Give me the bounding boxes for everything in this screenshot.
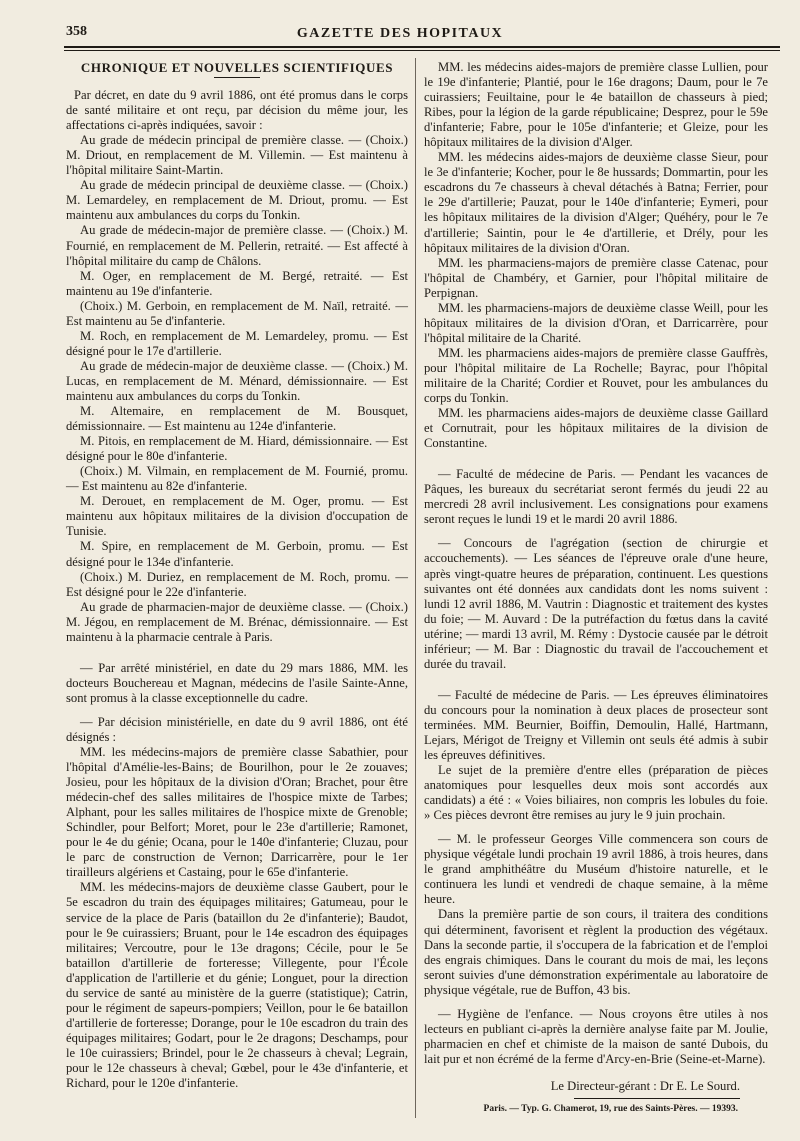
column-divider bbox=[415, 58, 416, 1118]
right-column bbox=[424, 60, 768, 1114]
paragraph: M. Spire, en remplacement de M. Gerboin, promu. — Est désigné pour le 134e d'infanterie. bbox=[66, 539, 408, 569]
paragraph: Par décret, en date du 9 avril 1886, ont été promus dans le corps de santé militaire et ont reçu, par décision du même jour, les affectations ci-après indiquées, savoir : bbox=[66, 88, 408, 133]
page-number: 358 bbox=[66, 24, 87, 39]
paragraph: (Choix.) M. Duriez, en remplacement de M. Roch, promu. — Est désigné pour le 22e d'infanterie. bbox=[66, 569, 408, 599]
paragraph: MM. les médecins-majors de deuxième classe Gaubert, pour le 5e escadron du train des équipages militaires; Gatumeau, pour le service de la place de Paris (bataillon du 2e d'infanterie); Baudot, pour le 9e cuirassiers; Bruant, pour le 14e escadron des équipages militaires; Vercoutre, pour le 13e dragons; Cécile, pour le 5e bataillon d'artillerie de forteresse; Villegente, pour l'École d'application de l'artillerie et du génie; Longuet, pour la direction du service de santé au ministère de la guerre (statistique); Catrin, pour le régiment de sapeurs-pompiers; Veillon, pour le 6e bataillon d'artillerie de forteresse; Dorange, pour le 10e escadron du train des équipages militaires; Godart, pour le 2e dragons; Deschamps, pour le 10e cuirassiers; Brindel, pour le 2e chasseurs à cheval; Legrain, pour le 12e chasseurs à cheval; Gœbel, pour le 43e d'infanterie, et Richard, pour le 120e d'infanterie. bbox=[66, 880, 408, 1091]
paragraph: Au grade de médecin principal de première classe. — (Choix.) M. Driout, en remplacement de M. Villemin. — Est maintenu à l'hôpital militaire Saint-Martin. bbox=[66, 133, 408, 178]
paragraph: — Par arrêté ministériel, en date du 29 mars 1886, MM. les docteurs Bouchereau et Magnan, médecins de l'asile Sainte-Anne, sont promus à la classe exceptionnelle du cadre. bbox=[66, 660, 408, 705]
paragraph: (Choix.) M. Vilmain, en remplacement de M. Fournié, promu. — Est maintenu au 82e d'infanterie. bbox=[66, 464, 408, 494]
paragraph: MM. les pharmaciens aides-majors de première classe Gauffrès, pour l'hôpital militaire de La Rochelle; Bayrac, pour l'hôpital militaire de la Charité; Cordier et Rouvet, pour les ambulances du corps du Tonkin. bbox=[424, 345, 768, 406]
paragraph: Au grade de médecin principal de deuxième classe. — (Choix.) M. Lemardeley, en remplacement de M. Driout, promu. — Est maintenu aux ambulances du corps du Tonkin. bbox=[66, 178, 408, 223]
paragraph: Au grade de médecin-major de deuxième classe. — (Choix.) M. Lucas, en remplacement de M. Ménard, démissionnaire. — Est maintenu aux ambulances du corps du Tonkin. bbox=[66, 358, 408, 403]
header-rule-thick bbox=[64, 46, 780, 48]
paragraph: (Choix.) M. Gerboin, en remplacement de M. Naïl, retraité. — Est maintenu au 5e d'infanterie. bbox=[66, 298, 408, 328]
paragraph: Dans la première partie de son cours, il traitera des conditions qui déterminent, favorisent et règlent la production des végétaux. Dans la seconde partie, il s'occupera de la fabrication et de l'emploi des engrais chimiques. Dans le courant du mois de mai, les leçons seront suivies d'une démonstration expérimentale au laboratoire de physique végétale, rue de Buffon, 43 bis. bbox=[424, 907, 768, 997]
paragraph: — Faculté de médecine de Paris. — Pendant les vacances de Pâques, les bureaux du secrétariat seront fermés du jeudi 22 au mercredi 28 avril inclusivement. Les consignations pour examens seront reçues le lundi 19 et le mardi 20 avril 1886. bbox=[424, 467, 768, 527]
paragraph: M. Derouet, en remplacement de M. Oger, promu. — Est maintenu aux hôpitaux militaires de la division d'occupation de Tunisie. bbox=[66, 494, 408, 539]
paragraph: — Hygiène de l'enfance. — Nous croyons être utiles à nos lecteurs en publiant ci-après la dernière analyse faite par M. Joulie, pharmacien en chef et chimiste de la maison de santé Dubois, du lait pur et non écrémé de la ferme d'Arcy-en-Brie (Seine-et-Marne). bbox=[424, 1006, 768, 1066]
running-head: GAZETTE DES HOPITAUX bbox=[296, 26, 504, 41]
section-title: CHRONIQUE ET NOUVELLES SCIENTIFIQUES bbox=[80, 60, 394, 75]
paragraph: M. Roch, en remplacement de M. Lemardeley, promu. — Est désigné pour le 17e d'artillerie. bbox=[66, 328, 408, 358]
signature-rule bbox=[574, 1098, 740, 1099]
printer-imprint: Paris. — Typ. G. Chamerot, 19, rue des Saints-Pères. — 19393. bbox=[483, 1104, 738, 1114]
paragraph: MM. les médecins aides-majors de première classe Lullien, pour le 19e d'infanterie; Plantié, pour le 16e dragons; Daum, pour le 7e cuirassiers; Feuiltaine, pour le 4e bataillon de chasseurs à pied; Ribes, pour la légion de la garde républicaine; Desprez, pour le 59e d'infanterie; Fabre, pour le 105e d'infanterie; et Gleize, pour les hôpitaux militaires de la division d'Alger. bbox=[424, 60, 768, 150]
paragraph: — Par décision ministérielle, en date du 9 avril 1886, ont été désignés : bbox=[66, 714, 408, 744]
paragraph: — M. le professeur Georges Ville commencera son cours de physique végétale lundi prochain 19 avril 1886, à trois heures, dans le grand amphithéâtre du Muséum d'histoire naturelle, et le continuera les lundi et vendredi de chaque semaine, à la même heure. bbox=[424, 832, 768, 907]
paragraph: Le sujet de la première d'entre elles (préparation de pièces anatomiques pour lesquelles deux mois sont accordés aux candidats) a été : « Voies biliaires, non compris les lobules du foie. » Ces pièces devront être remises au jury le 9 juin prochain. bbox=[424, 763, 768, 823]
paragraph: M. Pitois, en remplacement de M. Hiard, démissionnaire. — Est désigné pour le 80e d'infanterie. bbox=[66, 434, 408, 464]
paragraph: Au grade de médecin-major de première classe. — (Choix.) M. Fournié, en remplacement de M. Pellerin, retraité. — Est affecté à l'hôpital militaire du camp de Châlons. bbox=[66, 223, 408, 268]
paragraph: MM. les pharmaciens aides-majors de deuxième classe Gaillard et Cornutrait, pour les hôpitaux militaires de la division de Constantine. bbox=[424, 406, 768, 451]
paragraph: M. Oger, en remplacement de M. Bergé, retraité. — Est maintenu au 19e d'infanterie. bbox=[66, 268, 408, 298]
paragraph: — Faculté de médecine de Paris. — Les épreuves éliminatoires du concours pour la nomination à deux places de prosecteur sont terminées. MM. Beurnier, Boiffin, Demoulin, Hallé, Hartmann, Lejars, Mérigot de Treigny et Villemin ont seuls été admis à subir les épreuves définitives. bbox=[424, 687, 768, 763]
paragraph: Au grade de pharmacien-major de deuxième classe. — (Choix.) M. Jégou, en remplacement de M. Brénac, démissionnaire. — Est maintenu à la pharmacie centrale à Paris. bbox=[66, 599, 408, 644]
paragraph: M. Altemaire, en remplacement de M. Bousquet, démissionnaire. — Est maintenu au 124e d'infanterie. bbox=[66, 404, 408, 434]
title-rule bbox=[214, 77, 260, 78]
header-rule-thin bbox=[64, 50, 780, 51]
editor-signature: Le Directeur-gérant : Dr E. Le Sourd. bbox=[550, 1078, 740, 1093]
paragraph: MM. les pharmaciens-majors de deuxième classe Weill, pour les hôpitaux militaires de la division d'Oran, et Darricarrère, pour l'hôpital militaire de la Charité. bbox=[424, 300, 768, 345]
paragraph: MM. les médecins aides-majors de deuxième classe Sieur, pour le 3e d'infanterie; Kocher, pour le 8e hussards; Dommartin, pour les escadrons du 7e chasseurs à cheval détachés à Batna; Ferrier, pour le 29e d'artillerie; Pauzat, pour le 140e d'infanterie; Eymeri, pour les hôpitaux militaires de la division d'Alger; Quéhéry, pour le 7e d'artillerie; Saintin, pour le 4e d'artillerie, et Drély, pour les hôpitaux militaires de la division d'Oran. bbox=[424, 150, 768, 255]
left-column bbox=[66, 60, 408, 1105]
paragraph: — Concours de l'agrégation (section de chirurgie et accouchements). — Les séances de l'épreuve orale d'une heure, après vingt-quatre heures de préparation, continuent. Les questions suivantes ont été données aux candidats dont les noms suivent : lundi 12 avril 1886, M. Vautrin : Diagnostic et traitement des kystes du foie; — M. Auvard : De la putréfaction du fœtus dans la cavité utérine; — mardi 13 avril, M. Rémy : Dystocie causée par le détroit inférieur; — M. Bar : Diagnostic du travail de l'accouchement et durée du travail. bbox=[424, 536, 768, 671]
paragraph: MM. les médecins-majors de première classe Sabathier, pour l'hôpital d'Amélie-les-Bains; de Bourilhon, pour le 2e zouaves; Josieu, pour les hôpitaux de la division d'Oran; Brachet, pour être médecin-chef des salles militaires de l'hospice mixte de Tarbes; Alphant, pour les salles militaires de l'hospice mixte de Grenoble; Schindler, pour Belfort; Moret, pour le 23e d'artillerie; Ramonet, pour le 4e du génie; Ocana, pour le 140e d'infanterie; Cluzau, pour le parc de construction de Vernon; Darricarrère, pour le 1er tirailleurs algériens et Castaing, pour le 65e d'infanterie. bbox=[66, 745, 408, 880]
paragraph: MM. les pharmaciens-majors de première classe Catenac, pour l'hôpital de Chambéry, et Garnier, pour l'hôpital militaire de Perpignan. bbox=[424, 255, 768, 300]
